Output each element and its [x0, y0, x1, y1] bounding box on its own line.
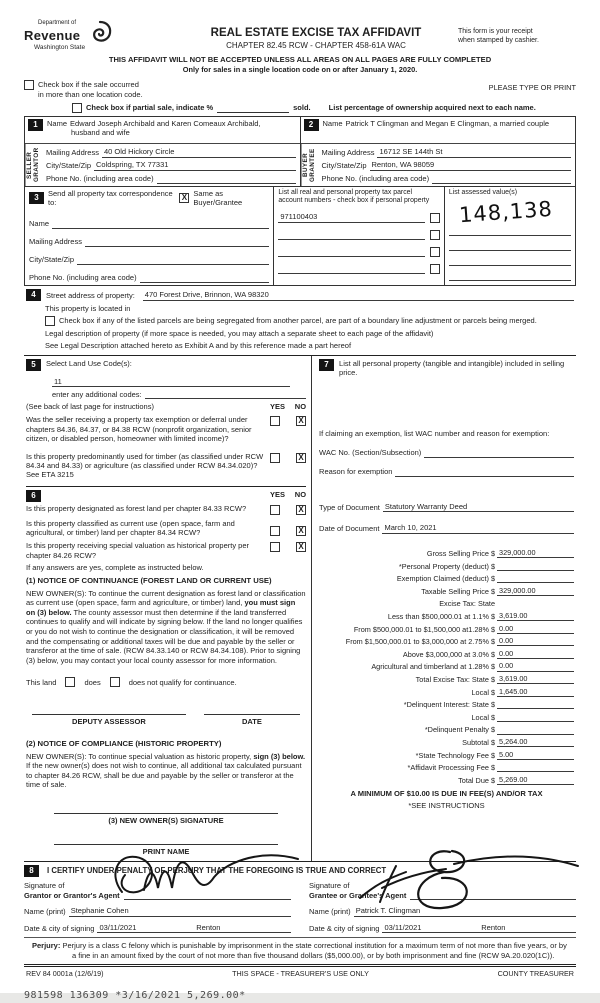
partial-sale-percent-field[interactable]	[217, 104, 289, 113]
seller-city-field[interactable]: Coldspring, TX 77331	[94, 160, 295, 170]
multi-location-checkbox[interactable]	[24, 80, 34, 90]
personal-property-deduct-field[interactable]	[497, 562, 574, 571]
personal-property-checkbox-2[interactable]	[430, 230, 440, 240]
grantee-date-field[interactable]: 03/11/2021	[382, 923, 479, 933]
notice-compliance-body: NEW OWNER(S): To continue special valuation as historic property, sign (3) below. If the new owner(s) does not wish to continue, all additional tax calculated pursuant to chapter 84.26 RCW, shall be due and payable by the seller or transferor at the time of sale.	[26, 751, 306, 790]
revenue-swirl-icon	[87, 20, 113, 46]
money-row-tier3: From $1,500,000.01 to $3,000,000 at 2.75% $ 0.00	[319, 634, 574, 647]
document-type-row: Type of Document Statutory Warranty Deed	[319, 502, 574, 512]
corr-name-row: Name	[29, 216, 269, 229]
tier4-tax-field[interactable]: 0.00	[497, 649, 574, 659]
money-row-taxable: Taxable Selling Price $ 329,000.00	[319, 583, 574, 596]
header-center	[174, 20, 458, 51]
same-as-buyer-checkbox[interactable]: X	[179, 193, 189, 203]
dor-logo-text	[24, 20, 85, 52]
s5-question2: Is this property predominantly used for timber (as classified under RCW 84.34 and 84.33) or agriculture (as classified under RCW 84.34.020)? See ETA 3215 X	[26, 452, 306, 480]
parcel-row-2	[278, 230, 440, 240]
buyer-mailing-row: Mailing Address 16712 SE 144th St	[322, 145, 572, 158]
notice-compliance-title: (2) NOTICE OF COMPLIANCE (HISTORIC PROPERTY)	[26, 738, 222, 748]
deputy-assessor-signature-line[interactable]	[32, 705, 186, 715]
section1-badge: 1	[28, 119, 43, 131]
grantee-signature-block: Signature of Grantee or Grantee's Agent Name (print) Patrick T. Clingman Date & city of signing 03/11/2021 Renton	[309, 881, 576, 933]
parcel-number-field[interactable]: 971100403	[278, 212, 425, 222]
ownership-percentage-note: List percentage of ownership acquired next to each name.	[328, 103, 536, 113]
notice-single-location: Only for sales in a single location code on or after January 1, 2020.	[182, 65, 418, 75]
section6-badge: 6	[26, 490, 41, 502]
corr-name-field[interactable]	[52, 219, 269, 229]
land-does-not-checkbox[interactable]	[110, 677, 120, 687]
money-row-total-due: Total Due $ 5,269.00	[319, 772, 574, 785]
delinquent-interest-local-field[interactable]	[497, 713, 574, 722]
parcel-header-line1: List all real and personal property tax parcel	[278, 188, 413, 196]
buyer-name-field[interactable]: Name Patrick T Clingman and Megan E Clingman, a married couple	[322, 118, 550, 128]
seller-name-value2: husband and wife	[71, 128, 130, 138]
assessor-date-label: DATE	[242, 717, 262, 727]
s5-q1-yes-checkbox[interactable]	[270, 416, 280, 426]
corr-phone-row: Phone No. (including area code)	[29, 270, 269, 283]
partial-sale-label: Check box if partial sale, indicate %	[86, 103, 214, 113]
parties-section	[24, 116, 576, 186]
please-type-or-print: PLEASE TYPE OR PRINT	[488, 82, 576, 92]
money-row-affidavit-fee: *Affidavit Processing Fee $	[319, 760, 574, 773]
parcel-header-line2: account numbers - check box if personal property	[278, 197, 430, 205]
assessor-date-line[interactable]	[204, 705, 300, 715]
section2-badge: 2	[304, 119, 319, 131]
located-in-label: This property is located in	[45, 303, 131, 313]
wac-row: WAC No. (Section/Subsection)	[319, 448, 574, 458]
buyer-phone-row: Phone No. (including area code)	[322, 171, 572, 184]
logo-dept-line: Department of	[38, 20, 77, 26]
see-instructions-note: *SEE INSTRUCTIONS	[408, 801, 485, 811]
seller-name-field[interactable]: Name Edward Joseph Archibald and Karen Comeaux Archibald, husband and wife	[47, 118, 261, 138]
additional-codes-label: enter any additional codes:	[52, 389, 142, 399]
parcel-column	[273, 187, 444, 285]
affidavit-processing-fee-field[interactable]	[497, 763, 574, 772]
land-use-title: Select Land Use Code(s):	[46, 358, 132, 368]
header	[24, 20, 576, 52]
main-two-column	[24, 355, 576, 861]
money-row-local: Local $ 1,645.00	[319, 684, 574, 697]
personal-property-checkbox-4[interactable]	[430, 264, 440, 274]
seller-mailing-row: Mailing Address 40 Old Hickory Circle	[46, 145, 296, 158]
new-owner-signature-block	[26, 804, 306, 825]
footer-row	[24, 964, 576, 980]
state-technology-fee-field[interactable]: 5.00	[497, 750, 574, 760]
s6-q1-yes-checkbox[interactable]	[270, 505, 280, 515]
delinquent-penalty-field[interactable]	[497, 726, 574, 735]
reason-row: Reason for exemption	[319, 467, 574, 477]
document-type-field[interactable]: Statutory Warranty Deed	[383, 502, 574, 512]
spacer	[319, 477, 574, 493]
land-does-checkbox[interactable]	[65, 677, 75, 687]
logo-revenue: Revenue	[24, 27, 81, 43]
section3	[24, 186, 576, 286]
money-row-tech-fee: *State Technology Fee $ 5.00	[319, 747, 574, 760]
perjury-notice: Perjury: Perjury is a class C felony which is punishable by imprisonment in the state correctional institution for a maximum term of not more than five years, or by a fine in an amount fixed by the court of not more than five thousand dollars ($5,000.00), or by both imprisonment and fine (RCW 9A.20.020(1C)).	[24, 937, 576, 964]
parcel-row-3	[278, 247, 440, 257]
s6-q3-no-checkbox[interactable]: X	[296, 542, 306, 552]
page-title: REAL ESTATE EXCISE TAX AFFIDAVIT	[210, 27, 422, 39]
parcel-field-4[interactable]	[278, 265, 425, 274]
subtotal-field[interactable]: 5,264.00	[497, 737, 574, 747]
money-row-subtotal: Subtotal $ 5,264.00	[319, 735, 574, 748]
multi-location-row	[24, 80, 576, 100]
s5-question1: Was the seller receiving a property tax exemption or deferral under chapters 84.36, 84.37, or 84.38 RCW (nonprofit organization, senior citizen, or disabled person, homeowner with limited income)? X	[26, 415, 306, 443]
grantor-agent-label: Grantor or Grantor's Agent	[24, 890, 120, 900]
if-yes-note: If any answers are yes, complete as instructed below.	[26, 563, 204, 573]
assessor-signature-row	[26, 705, 306, 726]
money-row-tier4: Above $3,000,000 at 3.0% $ 0.00	[319, 646, 574, 659]
corr-city-row: City/State/Zip	[29, 252, 269, 265]
grantor-signature-field[interactable]	[124, 890, 291, 900]
money-row-total-state: Total Excise Tax: State $ 3,619.00	[319, 672, 574, 685]
tier3-tax-field[interactable]: 0.00	[497, 636, 574, 646]
corr-city-field[interactable]	[77, 255, 269, 265]
certify-statement: I CERTIFY UNDER PENALTY OF PERJURY THAT THE FOREGOING IS TRUE AND CORRECT	[47, 865, 387, 875]
print-name-block	[26, 835, 306, 856]
assessed-value-handwritten: 148,138	[458, 196, 554, 228]
buyer-city-field[interactable]: Renton, WA 98059	[370, 160, 571, 170]
exemption-claimed-field[interactable]	[497, 574, 574, 583]
money-row-excise-header: Excise Tax: State	[439, 599, 496, 609]
section5-badge: 5	[26, 359, 41, 371]
land-use-code-field[interactable]: 11	[52, 377, 290, 387]
segregated-checkbox[interactable]	[45, 316, 55, 326]
seller-phone-field[interactable]	[157, 174, 296, 184]
assessed-line-4[interactable]	[449, 266, 571, 281]
buyer-phone-field[interactable]	[432, 174, 571, 184]
parcel-row-1	[278, 212, 440, 222]
assessed-header: List assessed value(s)	[448, 188, 518, 196]
personal-property-checkbox-1[interactable]	[430, 213, 440, 223]
street-address-field[interactable]: 470 Forest Drive, Brinnon, WA 98320	[143, 290, 574, 300]
cashier-stamp: 981598 136309 *3/16/2021 5,269.00*	[24, 990, 246, 1002]
form-revision: REV 84 0001a (12/6/19)	[26, 969, 104, 979]
buyer-mailing-field[interactable]: 16712 SE 144th St	[377, 147, 571, 157]
total-excise-state-field[interactable]: 3,619.00	[497, 674, 574, 684]
deputy-assessor-label: DEPUTY ASSESSOR	[72, 717, 146, 727]
receipt-note-line1: This form is your receipt	[458, 28, 533, 35]
personal-property-checkbox-3[interactable]	[430, 247, 440, 257]
buyer-name-value: Patrick T Clingman and Megan E Clingman, a married couple	[345, 118, 550, 128]
seller-grantor-vertical-label: SELLER GRANTOR	[25, 144, 42, 186]
legal-description-value: See Legal Description attached hereto as Exhibit A and by this reference made a part hereof	[45, 341, 352, 351]
s6-question2: Is this property classified as current use (open space, farm and agricultural, or timber) land per chapter 84.34 RCW? X	[26, 519, 306, 538]
money-row-exemption: Exemption Claimed (deduct) $	[319, 571, 574, 584]
s6-question3: Is this property receiving special valuation as historical property per chapter 84.26 RCW? X	[26, 541, 306, 560]
seller-box	[25, 117, 301, 186]
street-address-label: Street address of property:	[46, 291, 135, 301]
partial-sale-row	[72, 103, 576, 113]
left-column: 5 Select Land Use Code(s): 11 enter any additional codes: (See back of last page for instructions) YES NO Was the seller receiving a property tax exemption or deferral under chapters 84.36, 84.37, or 84.38 RCW (nonprofit organization, senior citizen, or disabled person, homeowner with limited income)? X Is this property predominantly used for timber (as classified under RCW 84.34 and 84.33) or agriculture (as classified under RCW 84.34.020)? See ETA 3215 X 6 YES NO Is this property designated as forest land per chapter 84.33 RCW? X Is this property classified as current use (open space, farm and agricultural, or timber) land per chapter 84.34 RCW? X Is this property receiving special valuation as historical property per chapter 84.26 RCW? X If any answers are yes, complete as instructed below. (1) NOTICE OF CONTINUANCE (FOREST LAND OR CURRENT USE) NEW OWNER(S): To continue the current designation as forest land or classification as current use (open space, farm and agriculture, or timber) land, you must sign on (3) below. The county assessor must then determine if the land transferred continues to qualify and will indicate by signing below. If the land no longer qualifies or you do not wish to continue the designation or classification, it will be removed and the compensating or additional taxes will be due and payable by the seller or transferor at the time of sale. (RCW 84.33.140 or RCW 84.34.108). Prior to signing (3) below, you may contact your local county assessor for more information. This land does does not qualify for continuance. DEPUTY ASSESSOR DATE (2) NOTICE OF COMPLIANCE (HISTORIC PROPERTY) NEW OWNER(S): To continue special valuation as historic property, sign (3) below. If the new owner(s) does not wish to continue, all additional tax calculated pursuant to chapter 84.26 RCW, shall be due and payable by the seller or transferor at the time of sale. (3) NEW OWNER(S) SIGNATURE PRINT NAME	[26, 358, 307, 857]
partial-sale-sold: sold.	[293, 103, 311, 113]
additional-codes-field[interactable]	[145, 389, 306, 399]
buyer-box	[301, 117, 576, 186]
grantor-signature-block: Signature of Grantor or Grantor's Agent Name (print) Stephanie Cohen Date & city of signing 03/11/2021 Renton	[24, 881, 291, 933]
personal-property-intro: List all personal property (tangible and intangible) included in selling price.	[339, 358, 565, 378]
grantee-agent-label: Grantee or Grantee's Agent	[309, 890, 407, 900]
money-row-agricultural: Agricultural and timberland at 1.28% $ 0.00	[319, 659, 574, 672]
grantee-print-name-field[interactable]: Patrick T. Clingman	[354, 906, 576, 916]
money-row-delinq-interest-local: Local $	[319, 709, 574, 722]
money-row-gross: Gross Selling Price $ 329,000.00	[319, 546, 574, 559]
document-date-row: Date of Document March 10, 2021	[319, 523, 574, 533]
document-date-field[interactable]: March 10, 2021	[382, 523, 574, 533]
grantor-print-name-field[interactable]: Stephanie Cohen	[69, 906, 291, 916]
section4	[24, 286, 576, 355]
s5-q2-no-checkbox[interactable]: X	[296, 453, 306, 463]
land-qualify-row: This land does does not qualify for continuance.	[26, 677, 237, 687]
grantee-signature-field[interactable]	[410, 890, 576, 900]
section3-badge: 3	[29, 192, 44, 204]
grantor-date-field[interactable]: 03/11/2021	[97, 923, 194, 933]
money-row-delinq-interest-state: *Delinquent Interest: State $	[319, 697, 574, 710]
section6-divider	[26, 486, 306, 487]
money-row-personal: *Personal Property (deduct) $	[319, 558, 574, 571]
seller-city-row: City/State/Zip Coldspring, TX 77331	[46, 158, 296, 171]
s6-question1: Is this property designated as forest land per chapter 84.33 RCW? X	[26, 504, 306, 515]
section4-badge: 4	[26, 289, 41, 301]
minimum-due-note: A MINIMUM OF $10.00 IS DUE IN FEE(S) AND/OR TAX	[350, 788, 543, 798]
seller-mailing-field[interactable]: 40 Old Hickory Circle	[102, 147, 296, 157]
seller-phone-row: Phone No. (including area code)	[46, 171, 296, 184]
money-row-tier2: From $500,000.01 to $1,500,000 at1.28% $ 0.00	[319, 621, 574, 634]
notice-continuance-title: (1) NOTICE OF CONTINUANCE (FOREST LAND OR CURRENT USE)	[26, 575, 272, 585]
s5-q1-no-checkbox[interactable]: X	[296, 416, 306, 426]
grantee-city-field[interactable]: Renton	[479, 923, 576, 933]
taxable-selling-price-field[interactable]: 329,000.00	[497, 586, 574, 596]
wac-number-field[interactable]	[424, 448, 574, 458]
see-back-label: (See back of last page for instructions)	[26, 402, 154, 412]
partial-sale-checkbox[interactable]	[72, 103, 82, 113]
money-row-tier1: Less than $500,000.01 at 1.1% $ 3,619.00	[319, 609, 574, 622]
segregated-label: Check box if any of the listed parcels are being segregated from another parcel, are part of a boundary line adjustment or parcels being merged.	[59, 315, 537, 325]
notice-continuance-body: NEW OWNER(S): To continue the current designation as forest land or classification as current use (open space, farm and agriculture, or timber) land, you must sign on (3) below. The county assessor must then determine if the land transferred continues to qualify and will indicate by signing below. If the land no longer qualifies or you do not wish to continue the designation or classification, it will be removed and the compensating or additional taxes will be due and payable by the seller or transferor at the time of sale. (RCW 84.33.140 or RCW 84.34.108). Prior to signing (3) below, you may contact your local county assessor for more information.	[26, 588, 306, 665]
s6-q2-yes-checkbox[interactable]	[270, 526, 280, 536]
receipt-note	[458, 28, 576, 46]
assessed-line-2[interactable]	[449, 236, 571, 251]
total-due-field[interactable]: 5,269.00	[497, 775, 574, 785]
buyer-grantee-vertical-label: BUYER GRANTEE	[301, 144, 318, 186]
spacer	[319, 534, 574, 546]
right-column	[311, 356, 576, 861]
tier2-tax-field[interactable]: 0.00	[497, 624, 574, 634]
money-row-delinq-penalty: *Delinquent Penalty $	[319, 722, 574, 735]
grantor-city-field[interactable]: Renton	[194, 923, 291, 933]
new-owner-signature-label: (3) NEW OWNER(S) SIGNATURE	[108, 816, 224, 826]
section7-badge: 7	[319, 359, 334, 371]
new-owner-signature-line[interactable]	[54, 804, 278, 814]
parcel-field-3[interactable]	[278, 248, 425, 257]
print-name-label: PRINT NAME	[142, 847, 190, 857]
treasurer-space-label: THIS SPACE - TREASURER'S USE ONLY	[232, 969, 369, 979]
parcel-row-4	[278, 264, 440, 274]
print-name-line[interactable]	[54, 835, 278, 845]
exemption-reason-field[interactable]	[395, 467, 574, 477]
spacer	[319, 377, 574, 429]
s6-q2-no-checkbox[interactable]: X	[296, 526, 306, 536]
assessed-line-3[interactable]	[449, 251, 571, 266]
receipt-note-line2: when stamped by cashier.	[458, 36, 539, 44]
parcel-field-2[interactable]	[278, 231, 425, 240]
dor-logo	[24, 20, 174, 52]
correspondence-column	[25, 187, 273, 285]
logo-state: Washington State	[34, 43, 86, 51]
s5-q2-yes-checkbox[interactable]	[270, 453, 280, 463]
multi-location-label: Check box if the sale occurred in more than one location code.	[38, 79, 143, 99]
seller-name-value: Edward Joseph Archibald and Karen Comeaux Archibald,	[70, 118, 261, 128]
local-tax-field[interactable]: 1,645.00	[497, 687, 574, 697]
assessed-value-column	[444, 187, 575, 285]
page-subtitle: CHAPTER 82.45 RCW - CHAPTER 458-61A WAC	[226, 41, 406, 51]
s6-q3-yes-checkbox[interactable]	[270, 542, 280, 552]
gross-selling-price-field[interactable]: 329,000.00	[497, 548, 574, 558]
section8-badge: 8	[24, 865, 39, 877]
s6-q1-no-checkbox[interactable]: X	[296, 505, 306, 515]
legal-description-label: Legal description of property (if more space is needed, you may attach a separate sheet to each page of the affidavit)	[45, 328, 434, 338]
notice-accepted: THIS AFFIDAVIT WILL NOT BE ACCEPTED UNLESS ALL AREAS ON ALL PAGES ARE FULLY COMPLETED	[108, 54, 492, 64]
county-treasurer-label: COUNTY TREASURER	[497, 969, 574, 979]
exemption-intro: If claiming an exemption, list WAC number and reason for exemption:	[319, 429, 550, 439]
agricultural-tax-field[interactable]: 0.00	[497, 661, 574, 671]
tier1-tax-field[interactable]: 3,619.00	[497, 611, 574, 621]
delinquent-interest-state-field[interactable]	[497, 700, 574, 709]
same-as-buyer-label: Same as Buyer/Grantee	[193, 188, 243, 208]
corr-mailing-row: Mailing Address	[29, 234, 269, 247]
section8	[24, 861, 576, 933]
corr-mailing-field[interactable]	[85, 237, 269, 247]
send-correspondence-label: Send all property tax correspondence to:	[48, 188, 173, 208]
corr-phone-field[interactable]	[140, 273, 270, 283]
buyer-city-row: City/State/Zip Renton, WA 98059	[322, 158, 572, 171]
